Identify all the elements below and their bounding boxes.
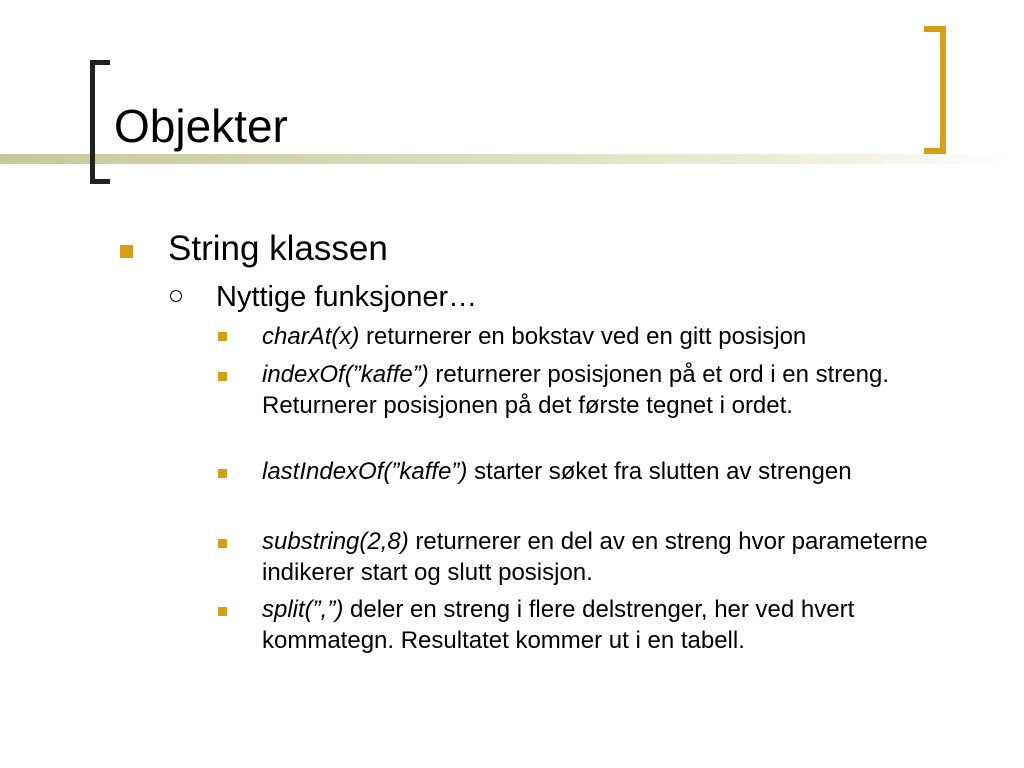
square-bullet-icon (120, 245, 133, 258)
method-description: returnerer en del av en streng hvor parameterne indikerer start og slutt posisjon. (262, 528, 928, 586)
circle-bullet-icon (170, 290, 182, 302)
method-name: substring(2,8) (262, 528, 409, 555)
method-description: returnerer posisjonen på et ord i en streng. Returnerer posisjonen på det første tegnet i ordet. (262, 361, 889, 419)
square-bullet-icon (218, 372, 227, 381)
square-bullet-icon (218, 469, 227, 478)
square-bullet-icon (218, 607, 227, 616)
method-description: returnerer en bokstav ved en gitt posisjon (359, 323, 807, 350)
method-description: starter søket fra slutten av strengen (467, 458, 852, 485)
method-name: indexOf(”kaffe”) (262, 361, 429, 388)
bullet-level1: String klassen (168, 229, 388, 268)
method-name: split(”,”) (262, 596, 344, 623)
list-item (262, 526, 942, 588)
slide-title: Objekter (114, 100, 288, 152)
method-description: deler en streng i flere delstrenger, her ved hvert kommategn. Resultatet kommer ut i en tabell. (262, 596, 855, 654)
square-bullet-icon (218, 539, 227, 548)
list-item (262, 594, 942, 656)
list-item (262, 321, 942, 352)
list-item (262, 359, 942, 421)
method-name: charAt(x) (262, 323, 360, 350)
method-name: lastIndexOf(”kaffe”) (262, 458, 468, 485)
list-item (262, 456, 942, 487)
bullet-level2: Nyttige funksjoner… (216, 281, 478, 313)
square-bullet-icon (218, 332, 227, 341)
